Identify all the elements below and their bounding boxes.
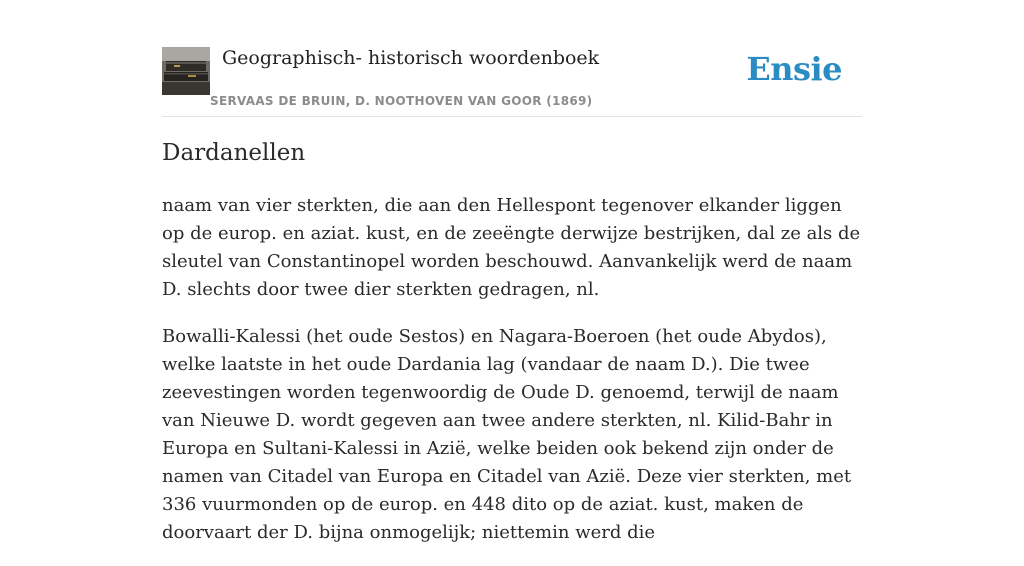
entry-body: [162, 192, 864, 566]
entry-paragraph: Bowalli-Kalessi (het oude Sestos) en Nagara-Boeroen (het oude Abydos), welke laatste in het oude Dardania lag (vandaar de naam D.). Die twee zeevestingen worden tegenwoordig de Oude D. genoemd, terwijl de naam van Nieuwe D. wordt gegeven aan twee andere sterkten, nl. Kilid-Bahr in Europa en Sultani-Kalessi in Azië, welke beiden ook bekend zijn onder de namen van Citadel van Europa en Citadel van Azië. Deze vier sterkten, met 336 vuurmonden op de europ. en 448 dito op de aziat. kust, maken de doorvaart der D. bijna onmogelijk; niettemin werd die: [162, 326, 852, 543]
entry-title: Dardanellen: [162, 140, 306, 166]
ensie-logo[interactable]: Ensie: [746, 50, 842, 88]
entry-paragraph: naam van vier sterkten, die aan den Hellespont tegenover elkander liggen op de europ. en aziat. kust, en de zeeëngte derwijze bestrijken, dal ze als de sleutel van Constantinopel worden beschouwd. Aanvankelijk werd de naam D. slechts door twee dier sterkten gedragen, nl.: [162, 195, 861, 300]
book-cover-avatar[interactable]: [162, 47, 210, 95]
book-title[interactable]: Geographisch- historisch woordenboek: [222, 47, 600, 69]
header: [162, 46, 862, 117]
books-icon: [162, 47, 210, 95]
book-authors: SERVAAS DE BRUIN, D. NOOTHOVEN VAN GOOR (1869): [210, 94, 593, 108]
